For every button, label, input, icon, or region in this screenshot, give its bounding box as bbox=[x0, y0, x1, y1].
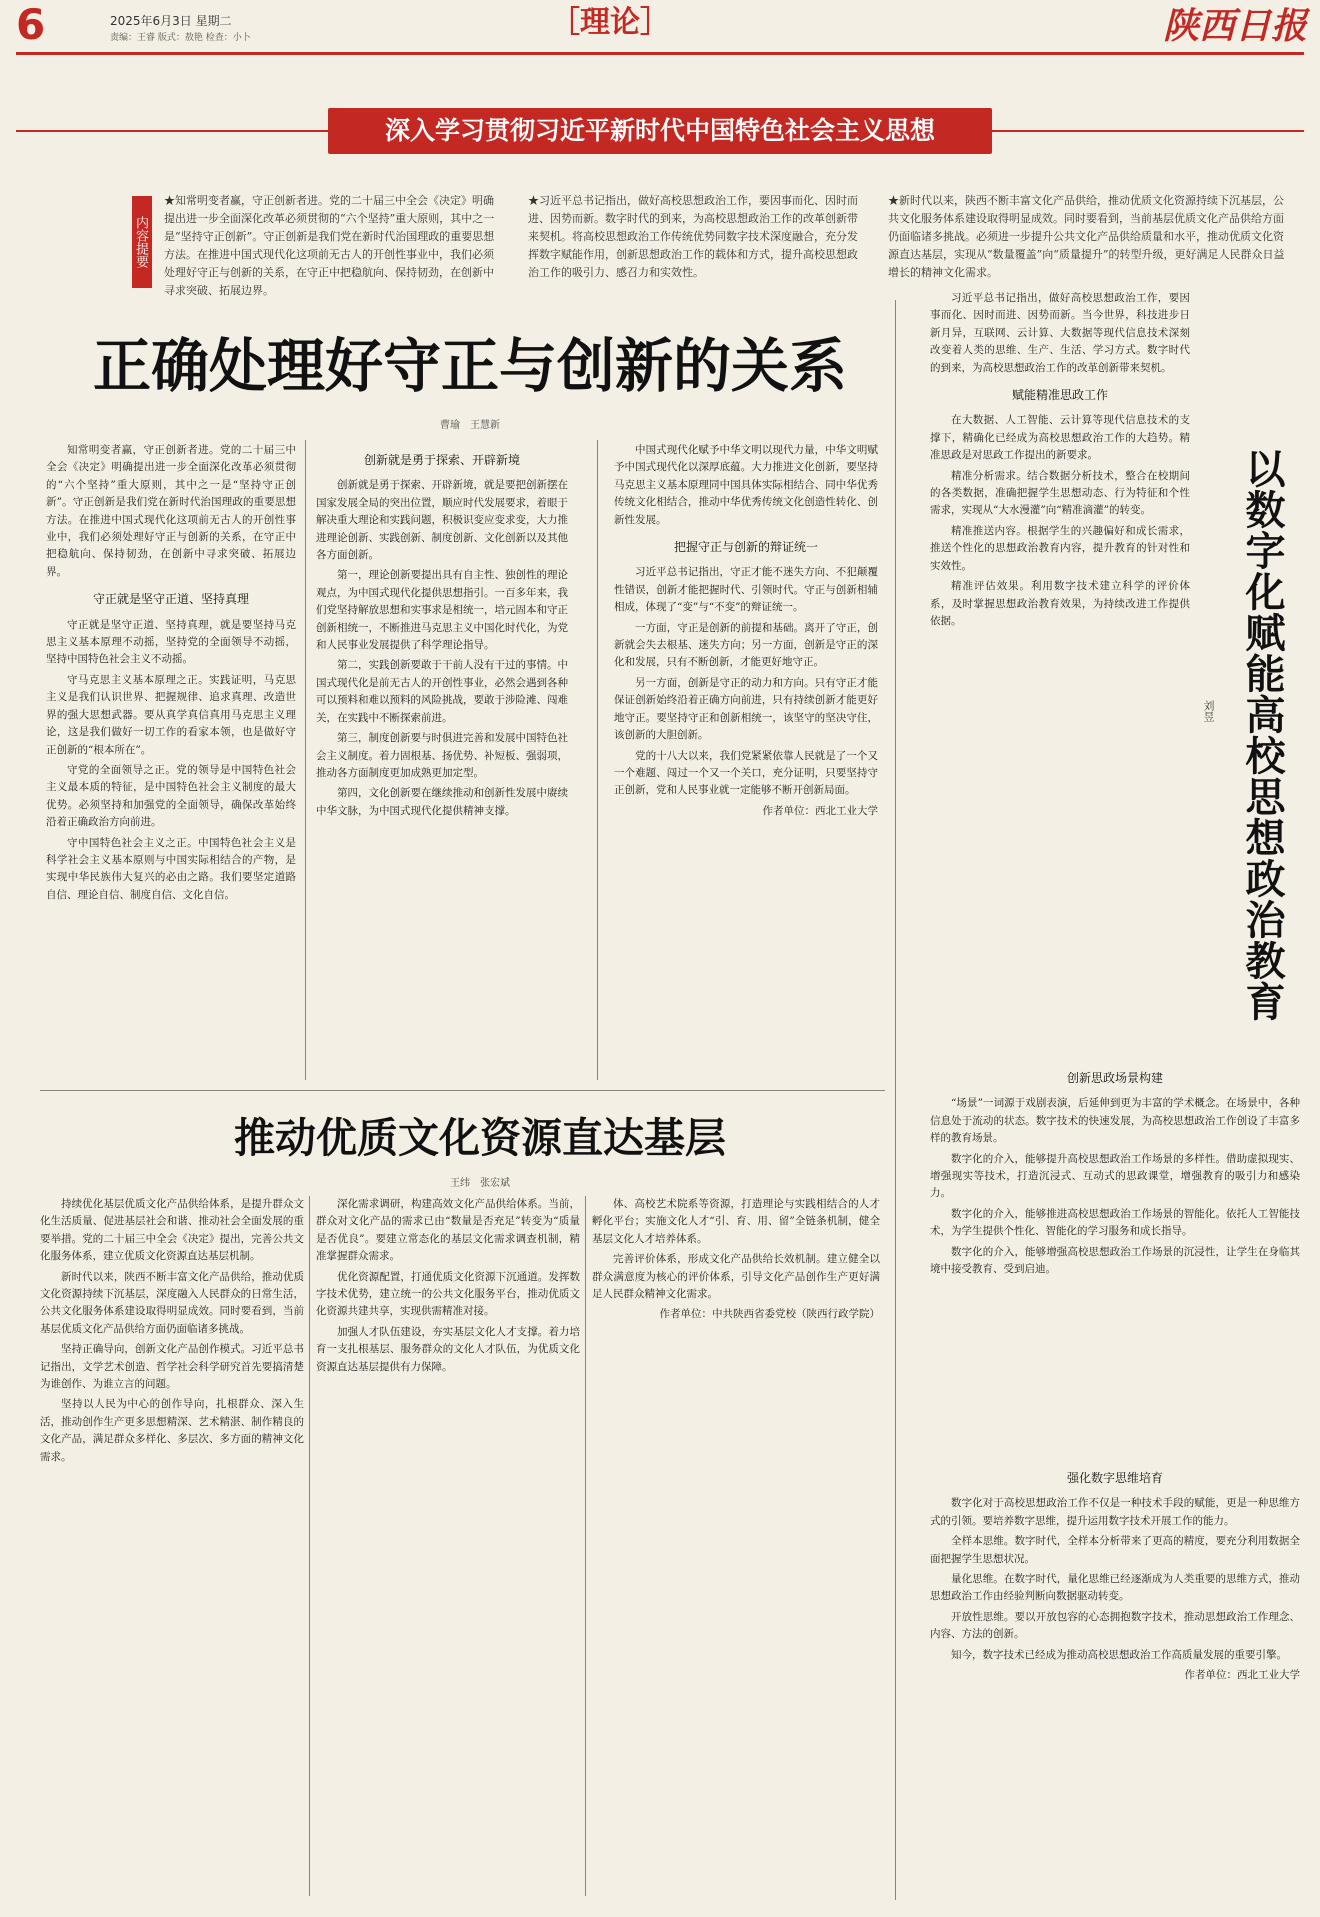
editor-credits: 责编：王睿 版式：敖艳 检查：小卜 bbox=[110, 33, 251, 43]
author-affiliation: 作者单位：西北工业大学 bbox=[1184, 1669, 1300, 1682]
paragraph: 第一，理论创新要提出具有自主性、独创性的理论观点，为中国式现代化提供思想指引。一百多年来，我们党坚持解放思想和实事求是相统一，培元固本和守正创新相统一，不断推进马克思主义中国化时代化，为党和人民事业发展提供了科学理论指导。 bbox=[316, 569, 568, 652]
paragraph: “场景”一词源于戏剧表演，后延伸到更为丰富的学术概念。在场景中，各种信息处于流动的状态。数字技术的快速发展，为高校思想政治工作创设了丰富多样的教育场景。 bbox=[930, 1097, 1300, 1145]
intro-label: 内容提要 bbox=[132, 196, 152, 288]
article-column bbox=[316, 442, 568, 1082]
column-divider bbox=[597, 440, 598, 1080]
paragraph: 量化思维。在数字时代，量化思维已经逐渐成为人类重要的思维方式，推动思想政治工作由经验判断向数据驱动转变。 bbox=[930, 1573, 1300, 1603]
paragraph: 数字化的介入，能够提升高校思想政治工作场景的多样性。借助虚拟现实、增强现实等技术，打造沉浸式、互动式的思政课堂，增强教育的吸引力和感染力。 bbox=[930, 1152, 1300, 1200]
subheading: 赋能精准思政工作 bbox=[1011, 388, 1108, 403]
page-number: 6 bbox=[16, 0, 46, 49]
lead-paragraph: 知常明变者赢，守正创新者进。党的二十届三中全会《决定》明确提出进一步全面深化改革必须贯彻的“六个坚持”重大原则，其中之一是“坚持守正创新”。守正创新是我们党在新时代治国理政的重要思想方法。在推进中国式现代化这项前无古人的开创性事业中，我们必须处理好守正与创新的关系，在守正中把稳航向、保持韧劲，在创新中寻求突破、拓展边界。 bbox=[46, 444, 296, 578]
paragraph: 新时代以来，陕西不断丰富文化产品供给，推动优质文化资源持续下沉基层，深度融入人民群众的日常生活，公共文化服务体系建设取得明显成效。同时要看到，当前基层优质文化产品供给方面仍面临诸多挑战。 bbox=[40, 1270, 304, 1335]
paragraph: 知今，数字技术已经成为推动高校思想政治工作高质量发展的重要引擎。 bbox=[951, 1648, 1287, 1661]
paragraph: 完善评价体系，形成文化产品供给长效机制。建立健全以群众满意度为核心的评价体系，引导文化产品创作生产更好满足人民群众精神文化需求。 bbox=[592, 1253, 880, 1301]
article-headline: 正确处理好守正与创新的关系 bbox=[92, 332, 847, 400]
paragraph: 中国式现代化赋予中华文明以现代力量，中华文明赋予中国式现代化以深厚底蕴。大力推进文化创新，要坚持马克思主义基本原理同中国具体实际相结合、同中华优秀传统文化相结合，推动中华优秀传统文化创造性转化、创新性发展。 bbox=[614, 444, 878, 526]
paragraph: 创新就是勇于探索、开辟新境，就是要把创新摆在国家发展全局的突出位置，顺应时代发展要求，着眼于解决重大理论和实践问题，积极识变应变求变，大力推进理论创新、实践创新、制度创新、文化创新以及其他各方面创新。 bbox=[316, 479, 568, 562]
article-column bbox=[316, 1196, 580, 1896]
paragraph: 坚持以人民为中心的创作导向，扎根群众、深入生活，推动创作生产更多思想精深、艺术精湛、制作精良的文化产品，满足群众多样化、多层次、多方面的精神文化需求。 bbox=[40, 1398, 304, 1463]
newspaper-logo: 陕西日报 bbox=[1162, 5, 1307, 47]
paragraph: 精准分析需求。结合数据分析技术，整合在校期间的各类数据，准确把握学生思想动态、行为特征和个性需求，实现从“大水漫灌”向“精准滴灌”的转变。 bbox=[930, 469, 1190, 517]
article-byline: 刘昱 bbox=[1202, 700, 1215, 722]
subheading: 创新思政场景构建 bbox=[1066, 1071, 1163, 1085]
paragraph: 精准评估效果。利用数字技术建立科学的评价体系，及时掌握思想政治教育效果，为持续改进工作提供依据。 bbox=[930, 580, 1190, 627]
author-affiliation: 作者单位：西北工业大学 bbox=[762, 804, 878, 817]
paragraph: 守党的全面领导之正。党的领导是中国特色社会主义最本质的特征，是中国特色社会主义制度的最大优势。必须坚持和加强党的全面领导，确保改革始终沿着正确政治方向前进。 bbox=[46, 763, 296, 829]
article-column bbox=[592, 1196, 880, 1896]
paragraph: 坚持正确导向，创新文化产品创作模式。习近平总书记指出，文学艺术创造、哲学社会科学研究首先要搞清楚为谁创作、为谁立言的问题。 bbox=[40, 1343, 304, 1391]
paragraph: 全样本思维。数字时代，全样本分析带来了更高的精度，要充分利用数据全面把握学生思想状况。 bbox=[930, 1535, 1300, 1565]
article-headline-vertical: 以数字化赋能高校思想政治教育 bbox=[1239, 448, 1285, 1022]
article-column bbox=[46, 442, 296, 1082]
article-column bbox=[930, 1060, 1300, 1450]
paragraph: 精准推送内容。根据学生的兴趣偏好和成长需求，推送个性化的思想政治教育内容，提升教育的针对性和实效性。 bbox=[930, 524, 1190, 572]
paragraph: 优化资源配置，打通优质文化资源下沉通道。发挥数字技术优势，建立统一的公共文化服务平台，推动优质文化资源共建共享，实现供需精准对接。 bbox=[316, 1270, 580, 1318]
article-column bbox=[614, 442, 878, 1082]
column-divider bbox=[305, 440, 306, 1080]
section-title: ［理论］ bbox=[550, 5, 670, 40]
paragraph: 持续优化基层优质文化产品供给体系，是提升群众文化生活质量、促进基层社会和谐、推动社会全面发展的重要举措。党的二十届三中全会《决定》提出，完善公共文化服务体系，建立优质文化资源直达基层机制。 bbox=[40, 1198, 304, 1263]
article-column bbox=[930, 1460, 1300, 1905]
article-separator bbox=[40, 1090, 885, 1091]
intro-para: ★知常明变者赢，守正创新者进。党的二十届三中全会《决定》明确提出进一步全面深化改革必须贯彻的“六个坚持”重大原则，其中之一是“坚持守正创新”。守正创新是我们党在新时代治国理政的重要思想方法。在推进中国式现代化这项前无古人的开创性事业中，我们必须处理好守正与创新的关系，在守正中把稳航向、保持韧劲，在创新中寻求突破、拓展边界。 bbox=[164, 194, 495, 297]
paragraph: 守正就是坚守正道、坚持真理，就是要坚持马克思主义基本原理不动摇，坚持党的全面领导不动摇，坚持中国特色社会主义不动摇。 bbox=[46, 618, 296, 666]
paragraph: 数字化的介入，能够增强高校思想政治工作场景的沉浸性，让学生在身临其境中接受教育、受到启迪。 bbox=[930, 1245, 1300, 1276]
paragraph: 习近平总书记指出，守正才能不迷失方向、不犯颠覆性错误，创新才能把握时代、引领时代。守正与创新相辅相成，体现了“变”与“不变”的辩证统一。 bbox=[614, 566, 878, 614]
paragraph: 另一方面，创新是守正的动力和方向。只有守正才能保证创新始终沿着正确方向前进，只有持续创新才能更好地守正。要坚持守正和创新相统一，该坚守的坚决守住，该创新的大胆创新。 bbox=[614, 676, 878, 742]
paragraph: 党的十八大以来，我们党紧紧依靠人民就是了一个又一个难题、闯过一个又一个关口，充分证明，只要坚持守正创新，党和人民事业就一定能够不断开创新局面。 bbox=[614, 749, 878, 797]
paragraph: 加强人才队伍建设，夯实基层文化人才支撑。着力培育一支扎根基层、服务群众的文化人才队伍，为优质文化资源直达基层提供有力保障。 bbox=[316, 1325, 580, 1373]
paragraph: 体、高校艺术院系等资源，打造理论与实践相结合的人才孵化平台；实施文化人才“引、育、用、留”全链条机制，健全基层文化人才培养体系。 bbox=[592, 1198, 880, 1245]
issue-date: 2025年6月3日 星期二 bbox=[110, 14, 232, 28]
column-banner: 深入学习贯彻习近平新时代中国特色社会主义思想 bbox=[328, 108, 992, 154]
paragraph: 一方面，守正是创新的前提和基础。离开了守正，创新就会失去根基、迷失方向；另一方面，创新是守正的深化和发展，只有不断创新，才能更好地守正。 bbox=[614, 621, 878, 669]
subheading: 创新就是勇于探索、开辟新境 bbox=[363, 453, 520, 467]
lead-paragraph: 习近平总书记指出，做好高校思想政治工作，要因事而化、因时而进、因势而新。当今世界，科技进步日新月异，互联网、云计算、大数据等现代信息技术深刻改变着人类的思维、生产、生活、学习方式。数字时代的到来，为高校思想政治工作的改革创新带来契机。 bbox=[930, 292, 1190, 374]
article-column bbox=[40, 1196, 304, 1896]
column-divider bbox=[585, 1196, 586, 1896]
paragraph: 在大数据、人工智能、云计算等现代信息技术的支撑下，精确化已经成为高校思想政治工作的大趋势。精准思政是对思政工作提出的新要求。 bbox=[930, 414, 1190, 462]
article-byline: 曹瑜 王慧新 bbox=[440, 420, 500, 431]
column-divider bbox=[309, 1196, 310, 1896]
paragraph: 深化需求调研，构建高效文化产品供给体系。当前，群众对文化产品的需求已由“数量是否充足”转变为“质量是否优良”。要建立常态化的基层文化需求调查机制，精准掌握群众需求。 bbox=[316, 1198, 580, 1263]
paragraph: 第三，制度创新要与时俱进完善和发展中国特色社会主义制度。着力固根基、扬优势、补短板、强弱项，推动各方面制度更加成熟更加定型。 bbox=[316, 732, 568, 779]
paragraph: 开放性思维。要以开放包容的心态拥抱数字技术，推动思想政治工作理念、内容、方法的创新。 bbox=[930, 1610, 1300, 1641]
paragraph: 数字化的介入，能够推进高校思想政治工作场景的智能化。依托人工智能技术，为学生提供个性化、智能化的学习服务和成长指导。 bbox=[930, 1207, 1300, 1238]
paragraph: 守马克思主义基本原理之正。实践证明，马克思主义是我们认识世界、把握规律、追求真理、改造世界的强大思想武器。要从真学真信真用马克思主义理论，这是我们做好一切工作的看家本领，也是做好守正创新的“根本所在”。 bbox=[46, 673, 296, 756]
subheading: 强化数字思维培育 bbox=[1066, 1471, 1163, 1485]
paragraph: 守中国特色社会主义之正。中国特色社会主义是科学社会主义基本原则与中国实际相结合的产物，是实现中华民族伟大复兴的必由之路。我们要坚定道路自信、理论自信、制度自信、文化自信。 bbox=[46, 836, 296, 901]
intro-para: ★新时代以来，陕西不断丰富文化产品供给，推动优质文化资源持续下沉基层，公共文化服务体系建设取得明显成效。同时要看到，当前基层优质文化产品供给方面仍面临诸多挑战。必须进一步提升公共文化产品供给质量和水平，推动优质文化资源直达基层，实现从“数量覆盖”向“质量提升”的转型升级，更好满足人民群众日益增长的精神文化需求。 bbox=[888, 194, 1285, 279]
intro-summary bbox=[128, 188, 1298, 296]
paragraph: 第四，文化创新要在继续推动和创新性发展中赓续中华文脉，为中国式现代化提供精神支撑。 bbox=[316, 787, 568, 817]
column-divider bbox=[895, 300, 896, 1900]
article-byline: 王纬 张宏斌 bbox=[450, 1178, 510, 1189]
intro-para: ★习近平总书记指出，做好高校思想政治工作，要因事而化、因时而进、因势而新。数字时代的到来，为高校思想政治工作的改革创新带来契机。将高校思想政治工作传统优势同数字技术深度融合，充分发挥数字赋能作用，创新思想政治工作的载体和方式，提升高校思想政治工作的吸引力、感召力和实效性。 bbox=[528, 194, 858, 279]
subheading: 把握守正与创新的辩证统一 bbox=[673, 540, 818, 555]
author-affiliation: 作者单位：中共陕西省委党校（陕西行政学院） bbox=[659, 1308, 880, 1321]
paragraph: 数字化对于高校思想政治工作不仅是一种技术手段的赋能，更是一种思维方式的引领。要培养数字思维，提升运用数字技术开展工作的能力。 bbox=[930, 1497, 1300, 1527]
subheading: 守正就是坚守正道、坚持真理 bbox=[92, 592, 249, 607]
article-column bbox=[930, 290, 1190, 1050]
article-headline: 推动优质文化资源直达基层 bbox=[234, 1114, 726, 1162]
paragraph: 第二，实践创新要敢于干前人没有干过的事情。中国式现代化是前无古人的开创性事业，必然会遇到各种可以预料和难以预料的风险挑战，要敢于涉险滩、闯难关，在实践中不断探索前进。 bbox=[316, 659, 568, 724]
header-rule bbox=[16, 52, 1304, 55]
